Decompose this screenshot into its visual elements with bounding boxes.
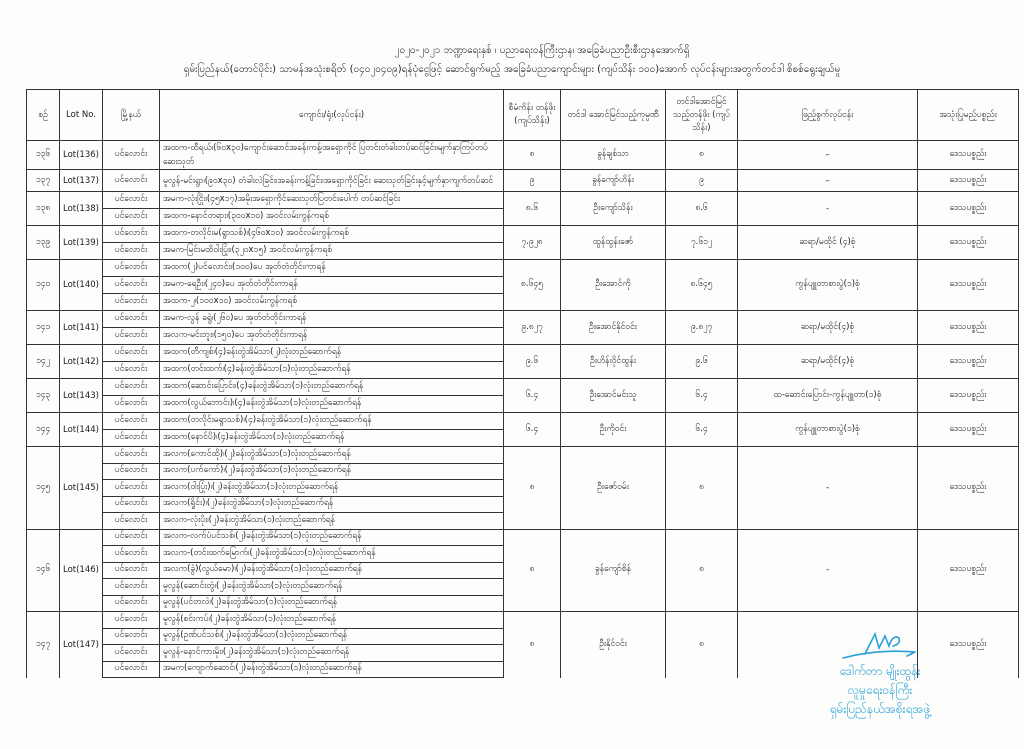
document-title-line2: ရှမ်းပြည်နယ်(တောင်ပိုင်း) သာမန်အသုံးစရိတ် (၀၄၀၂၀၄၀၉)ရန်ပုံငွေဖြင့် ဆောင်ရွက်မည့် အခြေခံပညာကျောင်းများ (ကျပ်သိန်း ၁၀၀)အောက် လုပ်ငန်းများအတွက်တင်ဒါ စိစစ်ရွေးချယ်မှု: [183, 64, 841, 75]
materials-cell: ဒေသပစ္စည်း: [918, 170, 1019, 192]
township-cell: ပင်လောင်း: [103, 579, 160, 596]
township-cell: ပင်လောင်း: [103, 546, 160, 563]
winning-company-cell: ဦးဟိန်းဝိုင်ထွန်း: [561, 345, 666, 379]
winning-company-cell: ထွန်ထွန်းဇော်: [561, 226, 666, 260]
document-title-line1: ၂၀၂၀-၂၀၂၁ ဘဏ္ဍာရေးနှစ် ၊ ပညာရေးဝန်ကြီးဌာန၊ အခြေခံပညာဦးစီးဌာနအောက်ရှိ: [394, 45, 690, 56]
work-description-cell: မူလွန်(ဆောင်းတွံ၊(၂)ခန်းတွဲအိမ်သာ(၁)လုံးတည်ဆောက်ရန်: [160, 579, 504, 596]
township-cell: ပင်လောင်း: [103, 294, 160, 311]
additional-work-cell: -: [738, 529, 918, 612]
winning-value-cell: ၆.၄: [666, 379, 738, 413]
materials-cell: ဒေသပစ္စည်း: [918, 529, 1019, 612]
serial-number-cell: ၁၄၇: [27, 612, 60, 678]
work-description-cell: အထက(၂)ပင်လောင်း၊(၁၀၀)ပေ အုတ်တံတိုင်းကာရန်: [160, 260, 504, 277]
project-value-cell: ၈: [504, 447, 561, 530]
lot-number-cell: Lot(145): [60, 447, 103, 530]
township-cell: ပင်လောင်း: [103, 430, 160, 447]
col-header-lot-no: Lot No.: [60, 90, 103, 141]
work-description-cell: အထက(နောင်ပိ)၊(၄)ခန်းတွဲအိမ်သာ(၁)လုံးတည်ဆောက်ရန်: [160, 430, 504, 447]
additional-work-cell: -: [738, 447, 918, 530]
lot-number-cell: Lot(139): [60, 226, 103, 260]
work-description-cell: အမက(ကျောက်ဆောင်၊(၂)ခန်းတွဲအိမ်သာ(၁)လုံးတည်ဆောက်ရန်: [160, 661, 504, 678]
township-cell: ပင်လောင်း: [103, 362, 160, 379]
township-cell: ပင်လောင်း: [103, 480, 160, 497]
col-header-winning-value: တင်ဒါအောင်မြင် သည့်တန်ဖိုး (ကျပ်သိန်း): [666, 90, 738, 141]
winning-company-cell: ဦးအောင်နိုင်ဝင်း: [561, 311, 666, 345]
table-row: [27, 612, 1019, 629]
township-cell: ပင်လောင်း: [103, 243, 160, 260]
township-cell: ပင်လောင်း: [103, 529, 160, 546]
serial-number-cell: ၁၃၆: [27, 141, 60, 170]
serial-number-cell: ၁၄၄: [27, 413, 60, 447]
col-header-additional-work: ဖြည့်စွက်လုပ်ငန်း: [738, 90, 918, 141]
lot-number-cell: Lot(136): [60, 141, 103, 170]
work-description-cell: အလက(ကောင်ထို)၊(၂)ခန်းတွဲအိမ်သာ(၁)လုံးတည်ဆောက်ရန်: [160, 447, 504, 464]
township-cell: ပင်လောင်း: [103, 496, 160, 513]
additional-work-cell: -: [738, 192, 918, 226]
project-value-cell: ၇.၉၂၈: [504, 226, 561, 260]
project-value-cell: ၈: [504, 141, 561, 170]
col-header-township: မြို့နယ်: [103, 90, 160, 141]
signatory-organization: ရှမ်းပြည်နယ်အစိုးရအဖွဲ့: [829, 702, 931, 716]
work-description-cell: အလက-(တင်းထက်မြောက်၊(၂)ခန်းတွဲအိမ်သာ(၁)လုံးတည်ဆောက်ရန်: [160, 546, 504, 563]
signatory-title: လူမှုရေးဝန်ကြီး: [847, 683, 913, 697]
work-description-cell: အမက-မြင်းမထိဝါးပြုံး၊(၃၂၀x၁၅) အဝင်လမ်းကွန်ကရစ်: [160, 243, 504, 260]
lot-number-cell: Lot(141): [60, 311, 103, 345]
table-row: [27, 226, 1019, 243]
township-cell: ပင်လောင်း: [103, 260, 160, 277]
lot-number-cell: Lot(143): [60, 379, 103, 413]
materials-cell: ဒေသပစ္စည်း: [918, 260, 1019, 311]
lot-number-cell: Lot(138): [60, 192, 103, 226]
work-description-cell: မူလွန်-နောင်ကားမိုး၊(၂)ခန်းတွဲအိမ်သာ(၁)လုံးတည်ဆောက်ရန်: [160, 645, 504, 662]
work-description-cell: အလက(ရှိုင်း)၊(၂)ခန်းတွဲအိမ်သာ(၁)လုံးတည်ဆောက်ရန်: [160, 496, 504, 513]
township-cell: ပင်လောင်း: [103, 661, 160, 678]
township-cell: ပင်လောင်း: [103, 645, 160, 662]
project-value-cell: ၉: [504, 170, 561, 192]
serial-number-cell: ၁၄၃: [27, 379, 60, 413]
winning-value-cell: ၈: [666, 141, 738, 170]
signatory-name: ဒေါက်တာ မျိုးထွန်း: [839, 664, 921, 678]
table-row: [27, 170, 1019, 192]
township-cell: ပင်လောင်း: [103, 463, 160, 480]
work-description-cell: အလက(ခွဲ)(လွယ်မော)၊(၂)ခန်းတွဲအိမ်သာ(၁)လုံးတည်ဆောက်ရန်: [160, 562, 504, 579]
work-description-cell: အထက-ထီရယ်၊(၆၀x၃၀)ကျောင်းဆောင်အခန်းကန့်၊အရှောကိုင် ပြတင်းတံခါးတပ်ဆင်ခြင်း၊မျက်နှာကြပ်တပ်ဆေးသုတ်: [160, 141, 504, 170]
work-description-cell: အထက(တလိုင်းမရွာသစ်)၊(၄)ခန်းတွဲအိမ်သာ(၁)လုံးတည်ဆောက်ရန်: [160, 413, 504, 430]
township-cell: ပင်လောင်း: [103, 141, 160, 170]
serial-number-cell: ၁၄၅: [27, 447, 60, 530]
work-description-cell: အလက-လုံးပိုး၊(၂)ခန်းတွဲအိမ်သာ(၁)လုံးတည်ဆောက်ရန်: [160, 513, 504, 530]
work-description-cell: အထက-၂၊(၁၀၀x၁၀) အဝင်လမ်းကွန်ကရစ်: [160, 294, 504, 311]
materials-cell: ဒေသပစ္စည်း: [918, 345, 1019, 379]
winning-value-cell: ၈.၆၄၅: [666, 260, 738, 311]
work-description-cell: မူလွန်-မင်းရွာ၊(၉၀x၃၀) တံခါးလဲခြင်း၊အခန်းကန့်ခြင်း၊အရှောကိုင်ခြင်း ဆေးသုတ်ခြင်းနှင့်မျက်နှာကျက်တပ်ဆင်: [160, 170, 504, 192]
work-description-cell: အမက-လုံးငြိုး၊(၄၅x၁၇)အမိုးအရှောကိုင်ဆေးသုတ်ပြတင်းပေါက် တပ်ဆင်ခြင်း: [160, 192, 504, 209]
additional-work-cell: –: [738, 141, 918, 170]
township-cell: ပင်လောင်း: [103, 595, 160, 612]
serial-number-cell: ၁၃၇: [27, 170, 60, 192]
additional-work-cell: ဆရာ/မထိုင် (၄)စုံ: [738, 226, 918, 260]
table-row: [27, 379, 1019, 396]
winning-company-cell: ခွန်ချစ်သာ: [561, 141, 666, 170]
township-cell: ပင်လောင်း: [103, 345, 160, 362]
project-value-cell: ၉.၈၂၇: [504, 311, 561, 345]
winning-company-cell: ခွန်ကျော်ဟိန်း: [561, 170, 666, 192]
winning-value-cell: ၈: [666, 612, 738, 678]
work-description-cell: အထက-တလိုင်းမ(ရွာသစ်)၊(၄၆၀x၁၀) အဝင်လမ်းကွန်ကရစ်: [160, 226, 504, 243]
project-value-cell: ၈: [504, 612, 561, 678]
winning-value-cell: ၉.၈၂၇: [666, 311, 738, 345]
winning-company-cell: ဦးကိုဝင်း: [561, 413, 666, 447]
col-header-serial: စဉ်: [27, 90, 60, 141]
project-value-cell: ၉.၆: [504, 345, 561, 379]
township-cell: ပင်လောင်း: [103, 447, 160, 464]
project-value-cell: ၆.၄: [504, 413, 561, 447]
township-cell: ပင်လောင်း: [103, 628, 160, 645]
lot-number-cell: Lot(144): [60, 413, 103, 447]
township-cell: ပင်လောင်း: [103, 612, 160, 629]
winning-company-cell: ဦးကျော်သိန်း: [561, 192, 666, 226]
table-body: [27, 141, 1019, 678]
additional-work-cell: ဆရာ/မထိုင်(၄)စုံ: [738, 311, 918, 345]
work-description-cell: မူလွန်(စင်းကပ်၊(၂)ခန်းတွဲအိမ်သာ(၁)လုံးတည်ဆောက်ရန်: [160, 612, 504, 629]
table-row: [27, 413, 1019, 430]
table-row: [27, 345, 1019, 362]
work-description-cell: အထက-နောင်တရား၊(၃၀၀x၁၀) အဝင်လမ်းကွန်ကရစ်: [160, 209, 504, 226]
tender-results-table: [26, 89, 1019, 678]
additional-work-cell: –: [738, 170, 918, 192]
lot-number-cell: Lot(147): [60, 612, 103, 678]
township-cell: ပင်လောင်း: [103, 396, 160, 413]
materials-cell: ဒေသပစ္စည်း: [918, 379, 1019, 413]
winning-company-cell: ဦးအောင်ကို: [561, 260, 666, 311]
table-row: [27, 529, 1019, 546]
winning-value-cell: ၉.၆: [666, 345, 738, 379]
township-cell: ပင်လောင်း: [103, 413, 160, 430]
handwritten-signature: [835, 630, 925, 662]
winning-value-cell: ၆.၄: [666, 413, 738, 447]
project-value-cell: ၆.၄: [504, 379, 561, 413]
work-description-cell: အမက-ရေဦး၊(၂၄၀)ပေ အုတ်တံတိုင်းကာရန်: [160, 277, 504, 294]
lot-number-cell: Lot(140): [60, 260, 103, 311]
winning-value-cell: ၉: [666, 170, 738, 192]
col-header-winning-company: တင်ဒါ အောင်မြင်သည့်ကုမ္ပဏီ: [561, 90, 666, 141]
table-row: [27, 260, 1019, 277]
materials-cell: ဒေသပစ္စည်း: [918, 226, 1019, 260]
lot-number-cell: Lot(142): [60, 345, 103, 379]
col-header-materials: အသုံးပြုမည့်ပစ္စည်း: [918, 90, 1019, 141]
table-header-row: [27, 90, 1019, 141]
work-description-cell: မူလွန်(ပင်တလဲ၊(၂)ခန်းတွဲအိမ်သာ(၁)လုံးတည်ဆောက်ရန်: [160, 595, 504, 612]
winning-company-cell: ခွန်ကျော်စိန်: [561, 529, 666, 612]
project-value-cell: ၈.၆: [504, 192, 561, 226]
materials-cell: ဒေသပစ္စည်း: [918, 413, 1019, 447]
work-description-cell: အလက-မင်းဘူး၊(၁၅၀)ပေ အုတ်တံတိုင်းကာရန်: [160, 328, 504, 345]
work-description-cell: အလက-လက်ပံပင်သစ်၊(၂)ခန်းတွဲအိမ်သာ(၁)လုံးတည်ဆောက်ရန်: [160, 529, 504, 546]
project-value-cell: ၈: [504, 529, 561, 612]
serial-number-cell: ၁၄၆: [27, 529, 60, 612]
township-cell: ပင်လောင်း: [103, 170, 160, 192]
work-description-cell: မူလွန်(ဥဏ်ပင်သစ်၊(၂)ခန်းတွဲအိမ်သာ(၁)လုံးတည်ဆောက်ရန်: [160, 628, 504, 645]
additional-work-cell: ကွန်ပျူတာစားပွဲ(၁)စုံ: [738, 413, 918, 447]
table-row: [27, 141, 1019, 170]
work-description-cell: အမက-လွန် ခရွဲ၊(၂၆၀)ပေ အုတ်တံတိုင်းကာရန်: [160, 311, 504, 328]
township-cell: ပင်လောင်း: [103, 311, 160, 328]
additional-work-cell: ဆရာ/မထိုင်(၄)စုံ: [738, 345, 918, 379]
winning-company-cell: ဦးနိုင်ဝင်း: [561, 612, 666, 678]
materials-cell: ဒေသပစ္စည်း: [918, 311, 1019, 345]
materials-cell: ဒေသပစ္စည်း: [918, 612, 1019, 678]
signature-block: [770, 630, 990, 719]
serial-number-cell: ၁၄၀: [27, 260, 60, 311]
materials-cell: ဒေသပစ္စည်း: [918, 192, 1019, 226]
col-header-school-work: ကျောင်း/ရုံး(လုပ်ငန်း): [160, 90, 504, 141]
winning-value-cell: ၈: [666, 529, 738, 612]
work-description-cell: အထက(တင်းထက်၊(၄)ခန်းတွဲအိမ်သာ(၁)လုံးတည်ဆောက်ရန်: [160, 362, 504, 379]
lot-number-cell: Lot(146): [60, 529, 103, 612]
township-cell: ပင်လောင်း: [103, 277, 160, 294]
work-description-cell: အထက(တီကျစ်၊(၄)ခန်းတွဲအိမ်သာ(၂)လုံးတည်ဆောက်ရန်: [160, 345, 504, 362]
additional-work-cell: ထ-ဆောင်းပြောင်း-ကွန်ပျူတာ(၁)စုံ: [738, 379, 918, 413]
winning-company-cell: ဦးအောင်မင်းသူ: [561, 379, 666, 413]
additional-work-cell: ကွန်ပျူတာစားပွဲ(၁)စုံ: [738, 260, 918, 311]
serial-number-cell: ၁၄၂: [27, 345, 60, 379]
materials-cell: ဒေသပစ္စည်း: [918, 141, 1019, 170]
township-cell: ပင်လောင်း: [103, 513, 160, 530]
township-cell: ပင်လောင်း: [103, 379, 160, 396]
township-cell: ပင်လောင်း: [103, 328, 160, 345]
table-row: [27, 192, 1019, 209]
township-cell: ပင်လောင်း: [103, 192, 160, 209]
work-description-cell: အထက(လွယ်ဘောင်း)၊(၄)ခန်းတွဲအိမ်သာ(၁)လုံးတည်ဆောက်ရန်: [160, 396, 504, 413]
serial-number-cell: ၁၄၁: [27, 311, 60, 345]
work-description-cell: အထက(ဆောင်းပြောင်း၊(၄)ခန်းတွဲအိမ်သာ(၁)လုံးတည်ဆောက်ရန်: [160, 379, 504, 396]
table-row: [27, 447, 1019, 464]
township-cell: ပင်လောင်း: [103, 226, 160, 243]
township-cell: ပင်လောင်း: [103, 562, 160, 579]
lot-number-cell: Lot(137): [60, 170, 103, 192]
col-header-project-value: စီမံကိန်း တန်ဖိုး (ကျပ်သိန်း): [504, 90, 561, 141]
work-description-cell: အလက(ဝါးပြုံး)၊(၂)ခန်းတွဲအိမ်သာ(၁)လုံးတည်ဆောက်ရန်: [160, 480, 504, 497]
serial-number-cell: ၁၃၉: [27, 226, 60, 260]
serial-number-cell: ၁၃၈: [27, 192, 60, 226]
project-value-cell: ၈.၆၄၅: [504, 260, 561, 311]
winning-value-cell: ၈.၆: [666, 192, 738, 226]
table-row: [27, 311, 1019, 328]
winning-value-cell: ၈: [666, 447, 738, 530]
winning-value-cell: ၇.၆၁၂: [666, 226, 738, 260]
township-cell: ပင်လောင်း: [103, 209, 160, 226]
materials-cell: ဒေသပစ္စည်း: [918, 447, 1019, 530]
work-description-cell: အလက(ပက်ကော်)၊(၂)ခန်းတွဲအိမ်သာ(၁)လုံးတည်ဆောက်ရန်: [160, 463, 504, 480]
winning-company-cell: ဦးဇော်ဝမ်း: [561, 447, 666, 530]
